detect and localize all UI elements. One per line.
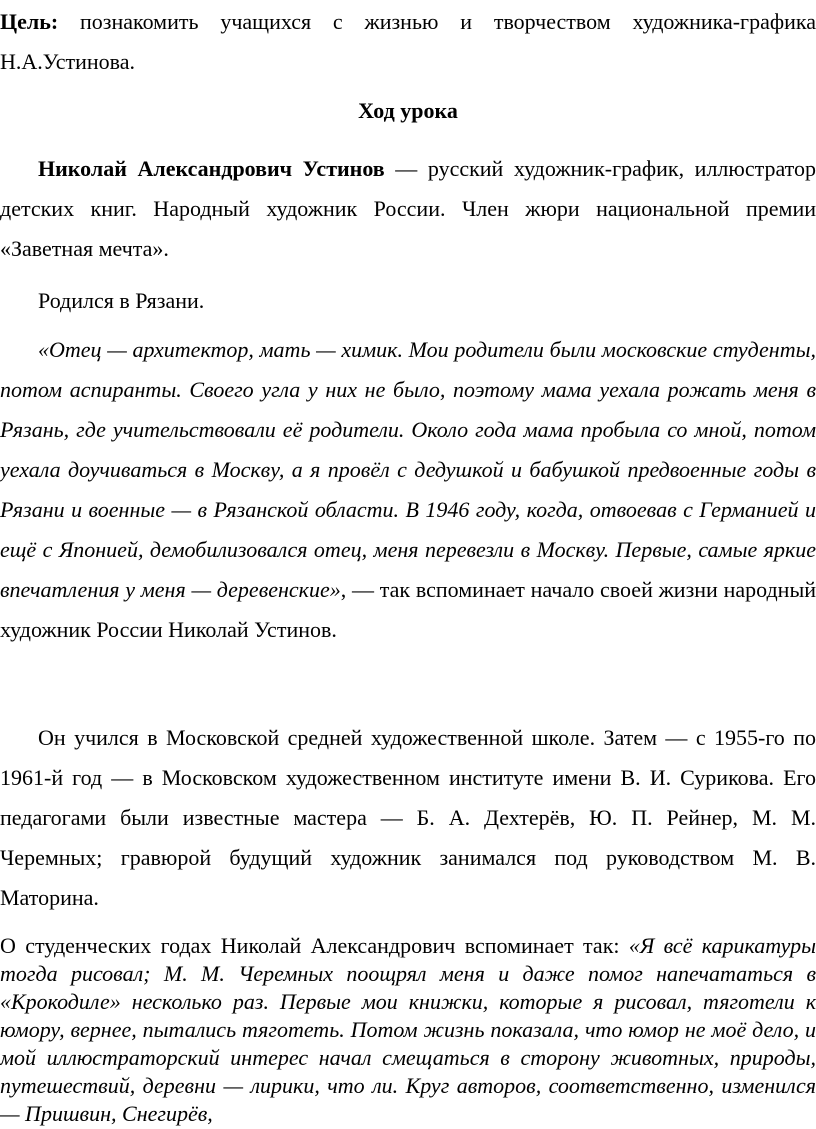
quote-paragraph (0, 330, 816, 650)
goal-label: Цель: (0, 9, 59, 34)
lesson-heading-text: Ход урока (358, 98, 458, 123)
student-years-paragraph (0, 932, 816, 1128)
goal-text: познакомить учащихся с жизнью и творчеством художника-графика Н.А.Устинова. (0, 9, 816, 74)
artist-name: Николай Александрович Устинов (38, 156, 385, 181)
education-paragraph (0, 718, 816, 918)
education-text: Он учился в Московской средней художественной школе. Затем — с 1955-го по 1961-й год — в Московском художественном институте имени В. И. Сурикова. Его педагогами были известные мастера — Б. А. Дехтерёв, Ю. П. Рейнер, М. М. Черемных; гравюрой будущий художник занимался под руководством М. В. Маторина. (0, 725, 816, 910)
born-text: Родился в Рязани. (38, 288, 205, 313)
lesson-heading (0, 91, 816, 131)
intro-paragraph (0, 149, 816, 269)
student-years-plain: О студенческих годах Николай Александрович вспоминает так: (0, 933, 629, 958)
quote-rest: , — так вспоминает начало своей жизни народный художник России Николай Устинов. (0, 577, 816, 642)
quote-italic: «Отец — архитектор, мать — химик. Мои родители были московские студенты, потом аспиранты. Своего угла у них не было, поэтому мама уехала рожать меня в Рязань, где учительствовали её родители. Около года мама пробыла со мной, потом уехала доучиваться в Москву, а я провёл с дедушкой и бабушкой предвоенные годы в Рязани и военные — в Рязанской области. В 1946 году, когда, отвоевав с Германией и ещё с Японией, демобилизовался отец, меня перевезли в Москву. Первые, самые яркие впечатления у меня — деревенские» (0, 337, 816, 602)
intro-text: — русский художник-график, иллюстратор детских книг. Народный художник России. Член жюри национальной премии «Заветная мечта». (0, 156, 816, 261)
born-paragraph (0, 281, 816, 321)
student-years-italic: «Я всё карикатуры тогда рисовал; М. М. Черемных поощрял меня и даже помог напечататься в «Крокодиле» несколько раз. Первые мои книжки, которые я рисовал, тяготели к юмору, вернее, пытались тяготеть. Потом жизнь показала, что юмор не моё дело, и мой иллюстраторский интерес начал смещаться в сторону животных, природы, путешествий, деревни — лирики, что ли. Круг авторов, соответственно, изменился — Пришвин, Снегирёв, (0, 933, 816, 1126)
goal-paragraph (0, 2, 816, 82)
